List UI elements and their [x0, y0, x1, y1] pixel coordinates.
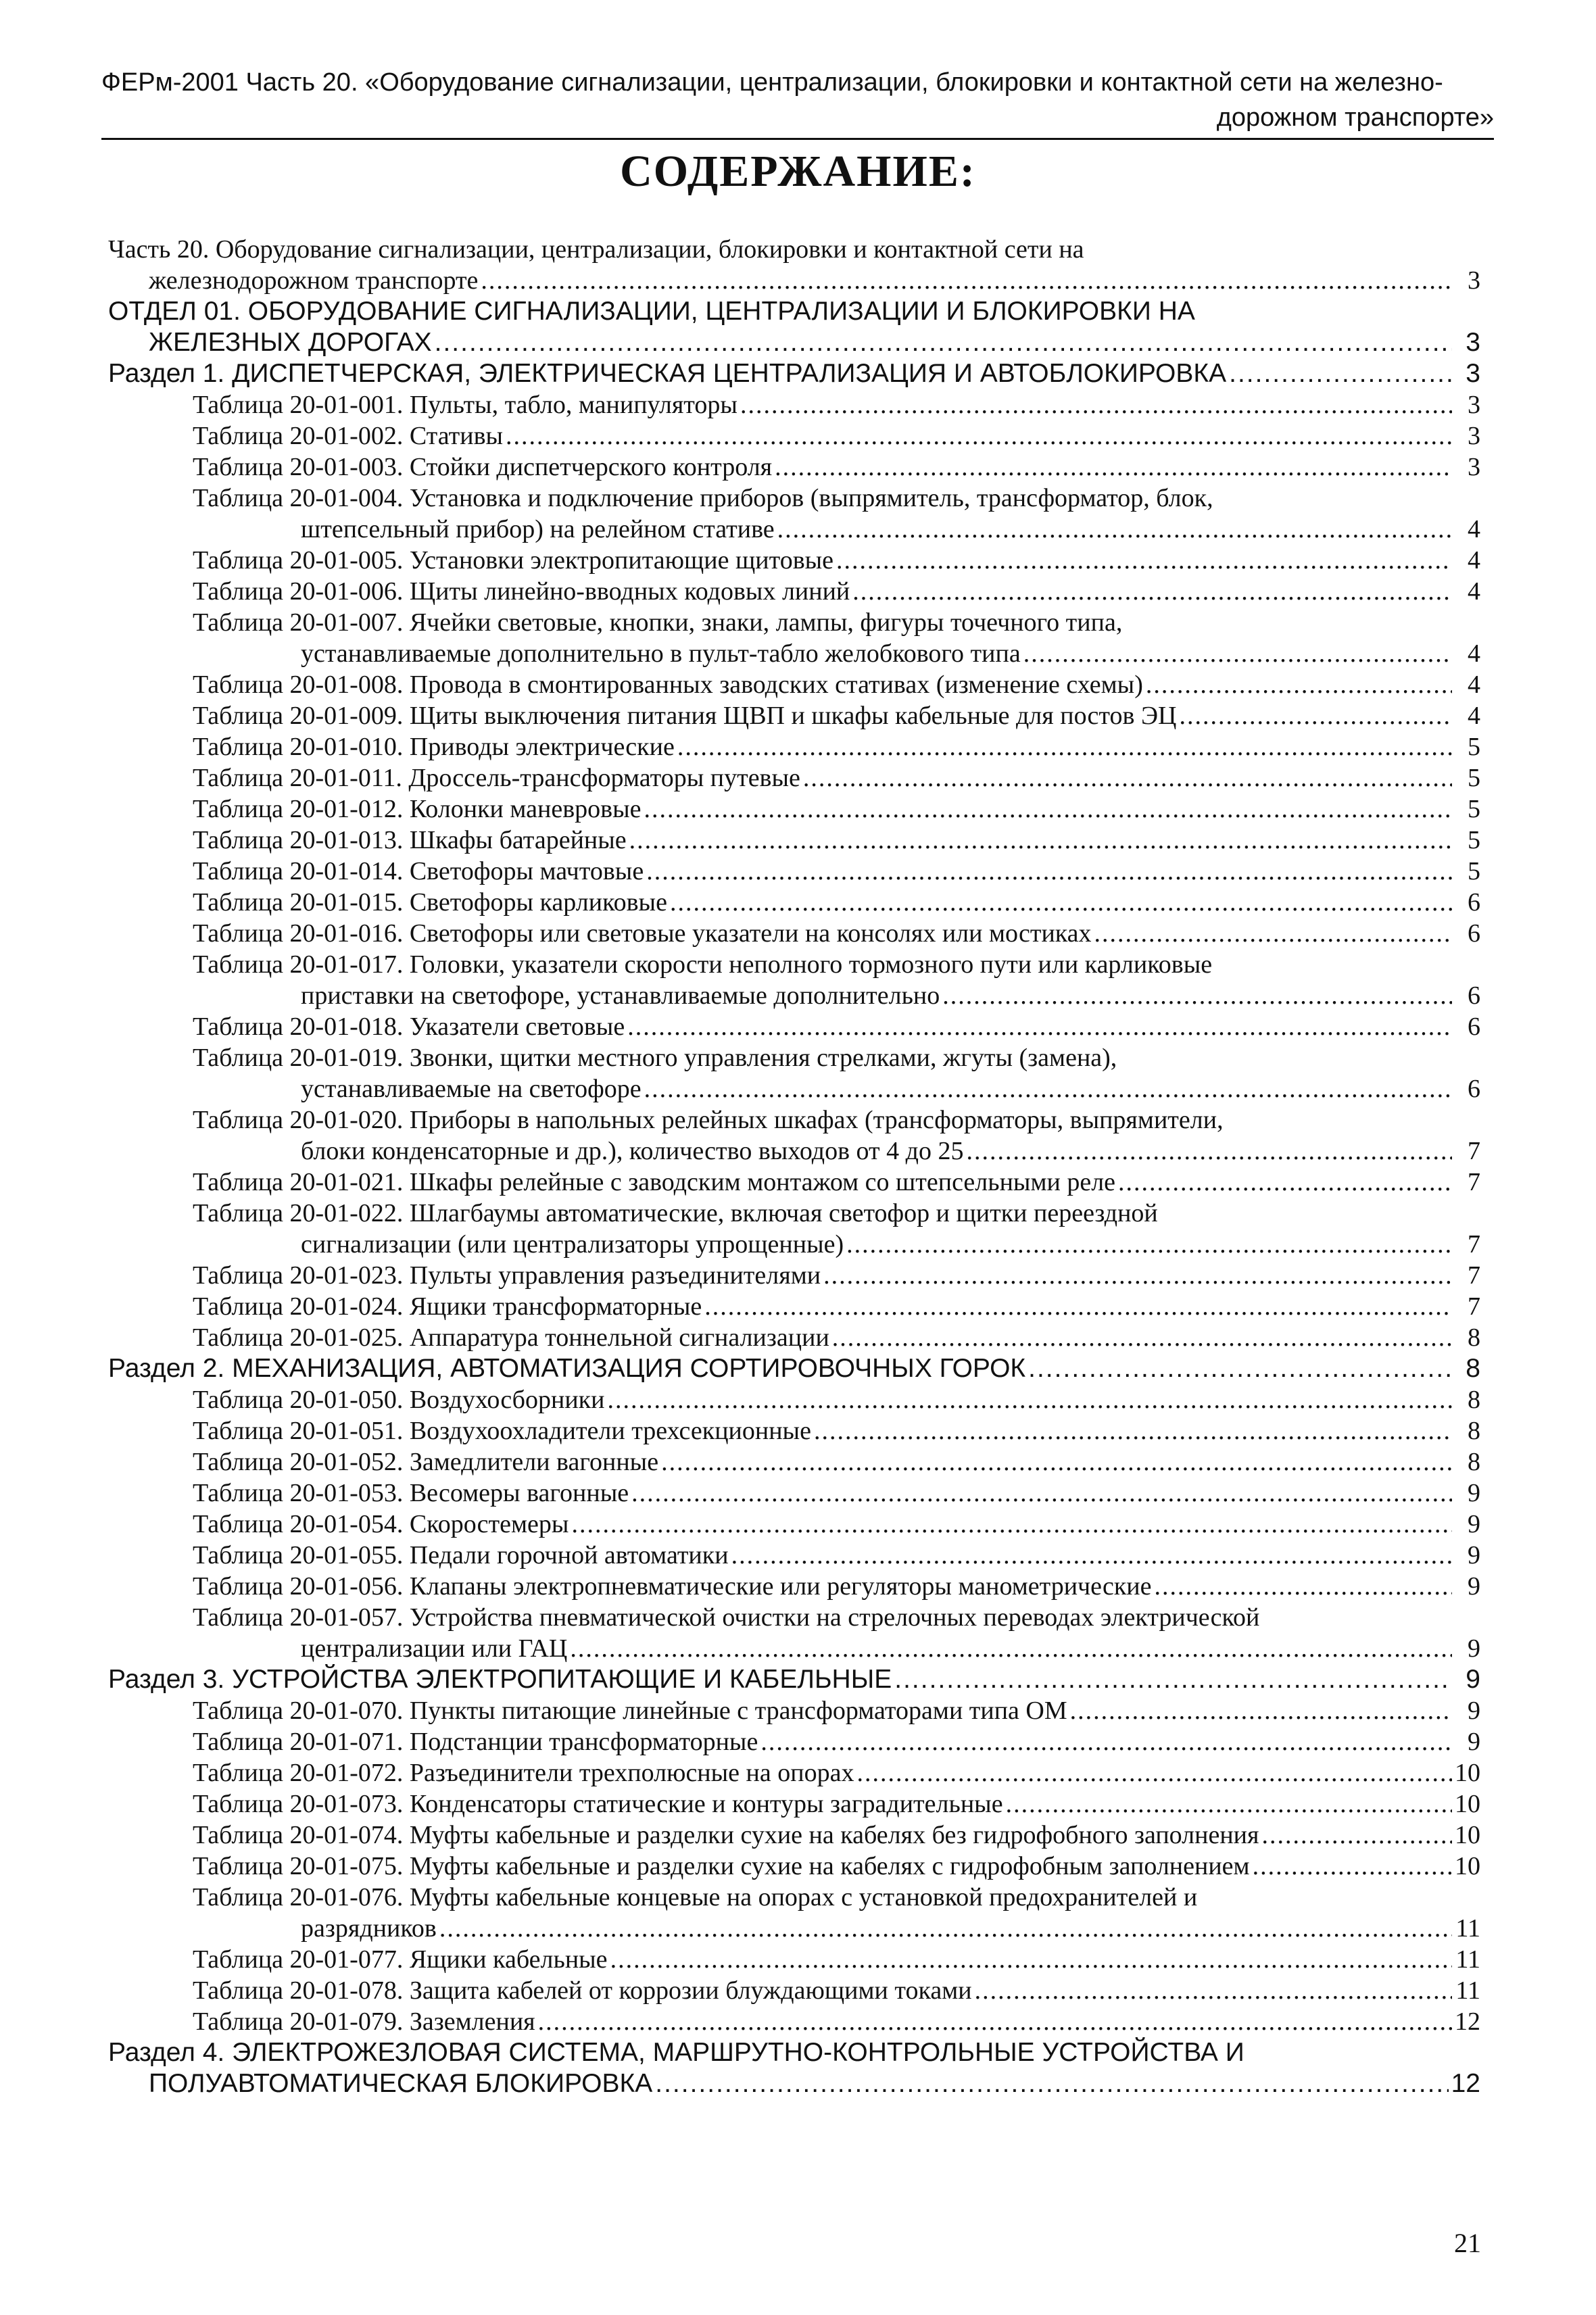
toc-entry-title: Таблица 20-01-009. Щиты выключения питания ЩВП и шкафы кабельные для постов ЭЦ [193, 702, 1177, 730]
toc-entry-leader-line [108, 1944, 1480, 1975]
toc-entry [108, 2037, 1480, 2099]
toc-entry-leader-line [108, 1260, 1480, 1291]
toc-entry-page: 6 [1468, 1013, 1480, 1041]
toc-entry-leader-line [108, 327, 1480, 358]
toc-entry [108, 2006, 1480, 2037]
toc-entry-leader-line [108, 1788, 1480, 1820]
dot-leader [832, 1322, 1452, 1353]
dot-leader [894, 1664, 1452, 1695]
toc-entry [108, 1726, 1480, 1757]
toc-entry [108, 918, 1480, 949]
toc-entry-title: Таблица 20-01-012. Колонки маневровые [193, 795, 642, 823]
toc-entry-leader-line [108, 576, 1480, 607]
toc-entry-page: 5 [1468, 733, 1480, 761]
toc-entry [108, 576, 1480, 607]
dot-leader [661, 1446, 1452, 1478]
toc-entry-title: Таблица 20-01-075. Муфты кабельные и разделки сухие на кабелях с гидрофобным заполнением [193, 1852, 1250, 1880]
toc-entry-page: 9 [1468, 1510, 1480, 1538]
toc-entry-page: 6 [1468, 1075, 1480, 1103]
toc-entry [108, 1167, 1480, 1198]
dot-leader [856, 1757, 1452, 1788]
dot-leader [1023, 638, 1452, 669]
toc-entry-title: Таблица 20-01-051. Воздухоохладители трехсекционные [193, 1417, 811, 1445]
toc-entry [108, 1478, 1480, 1509]
toc-entry-title: Таблица 20-01-072. Разъединители трехполюсные на опорах [193, 1759, 854, 1787]
toc-entry-leader-line [108, 1384, 1480, 1415]
toc-entry-page: 6 [1468, 888, 1480, 917]
toc-entry-leader-line [108, 1975, 1480, 2006]
dot-leader [846, 1229, 1452, 1260]
toc-entry-page: 10 [1455, 1759, 1480, 1787]
toc-entry-page: 5 [1468, 764, 1480, 792]
header-line-1: ФЕРм-2001 Часть 20. «Оборудование сигнализации, централизации, блокировки и контактной сети на железно- [101, 68, 1443, 97]
toc-entry-title: сигнализации (или централизаторы упрощенные) [301, 1230, 844, 1259]
dot-leader [627, 1011, 1452, 1042]
toc-entry-leader-line [108, 887, 1480, 918]
dot-leader [1070, 1695, 1452, 1726]
toc-entry-leader-line [108, 638, 1480, 669]
toc-entry-leader-line [108, 1757, 1480, 1788]
toc-entry [108, 949, 1480, 1011]
toc-entry [108, 1415, 1480, 1446]
toc-entry-leader-line [108, 1913, 1480, 1944]
toc-entry [108, 887, 1480, 918]
toc-entry [108, 1820, 1480, 1851]
toc-entry-page: 8 [1468, 1448, 1480, 1476]
toc-entry-leader-line [108, 2068, 1480, 2099]
toc-entry-title: Таблица 20-01-011. Дроссель-трансформаторы путевые [193, 764, 800, 792]
toc-entry-title-line: Таблица 20-01-057. Устройства пневматической очистки на стрелочных переводах электрической [193, 1603, 1260, 1632]
toc-entry-title: Таблица 20-01-018. Указатели световые [193, 1013, 625, 1041]
toc-entry-leader-line [108, 731, 1480, 762]
toc-entry-title: Таблица 20-01-054. Скоростемеры [193, 1510, 569, 1538]
toc-entry-page: 9 [1466, 1665, 1480, 1694]
toc-entry-page: 3 [1468, 422, 1480, 450]
dot-leader [607, 1384, 1452, 1415]
dot-leader [610, 1944, 1452, 1975]
toc-entry-leader-line [108, 1136, 1480, 1167]
toc-entry [108, 856, 1480, 887]
dot-leader [967, 1136, 1453, 1167]
toc-entry-page: 4 [1468, 671, 1480, 699]
toc-entry [108, 700, 1480, 731]
toc-entry-title: разрядников [301, 1914, 437, 1943]
toc-entry-title: Таблица 20-01-023. Пульты управления разъединителями [193, 1261, 821, 1290]
toc-entry-leader-line [108, 389, 1480, 420]
toc-entry-title: блоки конденсаторные и др.), количество выходов от 4 до 25 [301, 1137, 964, 1165]
toc-entry-leader-line [108, 1540, 1480, 1571]
toc-entry-title: устанавливаемые на светофоре [301, 1075, 642, 1103]
toc-entry-page: 4 [1468, 577, 1480, 606]
toc-entry [108, 483, 1480, 545]
dot-leader [836, 545, 1452, 576]
toc-entry [108, 389, 1480, 420]
dot-leader [942, 980, 1452, 1011]
toc-entry-title: Таблица 20-01-050. Воздухосборники [193, 1386, 605, 1414]
toc-entry-leader-line [108, 358, 1480, 389]
toc-entry-leader-line [108, 1291, 1480, 1322]
toc-entry-title: Раздел 1. ДИСПЕТЧЕРСКАЯ, ЭЛЕКТРИЧЕСКАЯ ЦЕНТРАЛИЗАЦИЯ И АВТОБЛОКИРОВКА [108, 359, 1227, 388]
toc-entry [108, 607, 1480, 669]
toc-entry-page: 3 [1466, 328, 1480, 357]
header-divider [101, 138, 1494, 140]
dot-leader [646, 856, 1452, 887]
toc-entry-title: Раздел 3. УСТРОЙСТВА ЭЛЕКТРОПИТАЮЩИЕ И КАБЕЛЬНЫЕ [108, 1665, 892, 1694]
toc-entry [108, 825, 1480, 856]
toc-entry-leader-line [108, 452, 1480, 483]
toc-entry [108, 794, 1480, 825]
dot-leader [670, 887, 1452, 918]
toc-entry [108, 1882, 1480, 1944]
toc-entry-page: 7 [1468, 1168, 1480, 1196]
dot-leader [1262, 1820, 1452, 1851]
toc-entry [108, 762, 1480, 794]
toc-entry-title: приставки на светофоре, устанавливаемые дополнительно [301, 981, 940, 1010]
toc-entry [108, 1446, 1480, 1478]
dot-leader [975, 1975, 1452, 2006]
toc-entry [108, 1975, 1480, 2006]
dot-leader [481, 265, 1452, 296]
toc-entry-title-line: Часть 20. Оборудование сигнализации, централизации, блокировки и контактной сети на [108, 235, 1084, 264]
toc-entry-leader-line [108, 1633, 1480, 1664]
toc-entry-leader-line [108, 794, 1480, 825]
toc-entry-page: 4 [1468, 546, 1480, 575]
toc-entry-page: 4 [1468, 702, 1480, 730]
toc-entry [108, 1571, 1480, 1602]
dot-leader [704, 1291, 1452, 1322]
toc-entry-page: 9 [1468, 1728, 1480, 1756]
dot-leader [1253, 1851, 1452, 1882]
dot-leader [1094, 918, 1452, 949]
toc-entry-title: штепсельный прибор) на релейном стативе [301, 515, 775, 543]
toc-entry-title-line: Раздел 4. ЭЛЕКТРОЖЕЗЛОВАЯ СИСТЕМА, МАРШРУТНО-КОНТРОЛЬНЫЕ УСТРОЙСТВА И [108, 2038, 1244, 2067]
toc-entry-title: Таблица 20-01-024. Ящики трансформаторные [193, 1292, 702, 1321]
toc-entry-page: 8 [1466, 1354, 1480, 1383]
dot-leader [803, 762, 1452, 794]
toc-entry-leader-line [108, 700, 1480, 731]
toc-entry-page: 12 [1455, 2007, 1480, 2036]
dot-leader [1155, 1571, 1453, 1602]
toc-entry-title: ЖЕЛЕЗНЫХ ДОРОГАХ [149, 328, 432, 357]
toc-entry [108, 1602, 1480, 1664]
toc-entry-page: 9 [1468, 1479, 1480, 1507]
dot-leader [439, 1913, 1452, 1944]
toc-entry-leader-line [108, 1415, 1480, 1446]
toc-entry-page: 10 [1455, 1790, 1480, 1818]
toc-entry-leader-line [108, 1695, 1480, 1726]
toc-entry [108, 1042, 1480, 1104]
dot-leader [760, 1726, 1452, 1757]
toc-entry [108, 731, 1480, 762]
dot-leader [1146, 669, 1452, 700]
toc-entry-title-line: Таблица 20-01-020. Приборы в напольных релейных шкафах (трансформаторы, выпрямители, [193, 1106, 1224, 1134]
dot-leader [570, 1633, 1452, 1664]
dot-leader [655, 2068, 1448, 2099]
toc-entry-leader-line [108, 1446, 1480, 1478]
toc-entry-title: централизации или ГАЦ [301, 1634, 568, 1663]
toc-entry [108, 1291, 1480, 1322]
toc-entry-page: 8 [1468, 1323, 1480, 1352]
toc-entry-title: Таблица 20-01-071. Подстанции трансформаторные [193, 1728, 758, 1756]
toc-entry-leader-line [108, 1509, 1480, 1540]
toc-entry-title: Таблица 20-01-025. Аппаратура тоннельной сигнализации [193, 1323, 829, 1352]
toc-entry [108, 1944, 1480, 1975]
page-header [101, 65, 1494, 135]
toc-entry-page: 3 [1466, 359, 1480, 388]
toc-entry-leader-line [108, 1011, 1480, 1042]
toc-entry [108, 420, 1480, 452]
dot-leader [644, 794, 1452, 825]
toc-entry-leader-line [108, 1167, 1480, 1198]
dot-leader [629, 825, 1452, 856]
toc-entry-title: Таблица 20-01-077. Ящики кабельные [193, 1945, 608, 1974]
toc-entry-title: Таблица 20-01-003. Стойки диспетчерского контроля [193, 453, 773, 481]
toc-entry-leader-line [108, 545, 1480, 576]
toc-entry-title: Таблица 20-01-002. Стативы [193, 422, 504, 450]
dot-leader [823, 1260, 1452, 1291]
toc-entry-title: Таблица 20-01-015. Светофоры карликовые [193, 888, 667, 917]
dot-leader [852, 576, 1452, 607]
dot-leader [538, 2006, 1452, 2037]
dot-leader [1229, 358, 1452, 389]
toc-entry-title-line: Таблица 20-01-019. Звонки, щитки местного управления стрелками, жгуты (замена), [193, 1044, 1117, 1072]
toc-entry-title: Таблица 20-01-014. Светофоры мачтовые [193, 857, 644, 885]
toc-entry-title-line: ОТДЕЛ 01. ОБОРУДОВАНИЕ СИГНАЛИЗАЦИИ, ЦЕНТРАЛИЗАЦИИ И БЛОКИРОВКИ НА [108, 297, 1195, 326]
toc-entry-title-line: Таблица 20-01-076. Муфты кабельные концевые на опорах с установкой предохранителей и [193, 1883, 1198, 1911]
toc-entry-page: 11 [1455, 1945, 1480, 1974]
toc-entry-leader-line [108, 265, 1480, 296]
dot-leader [740, 389, 1452, 420]
dot-leader [435, 327, 1452, 358]
toc-entry [108, 1757, 1480, 1788]
toc-entry-title-line: Таблица 20-01-004. Установка и подключение приборов (выпрямитель, трансформатор, блок, [193, 484, 1213, 512]
toc-entry-page: 7 [1468, 1137, 1480, 1165]
toc-entry [108, 545, 1480, 576]
toc-entry [108, 1104, 1480, 1167]
toc-entry-leader-line [108, 1229, 1480, 1260]
toc-entry-title: Таблица 20-01-001. Пульты, табло, манипуляторы [193, 391, 737, 419]
toc-entry-leader-line [108, 1726, 1480, 1757]
toc-entry-leader-line [108, 980, 1480, 1011]
toc-entry-title: Таблица 20-01-021. Шкафы релейные с заводским монтажом со штепсельными реле [193, 1168, 1116, 1196]
toc-entry-page: 5 [1468, 795, 1480, 823]
dot-leader [631, 1478, 1452, 1509]
dot-leader [571, 1509, 1452, 1540]
toc-entry-title: Таблица 20-01-056. Клапаны электропневматические или регуляторы манометрические [193, 1572, 1152, 1601]
toc-entry-page: 10 [1455, 1852, 1480, 1880]
toc-entry-title: Таблица 20-01-006. Щиты линейно-вводных кодовых линий [193, 577, 850, 606]
toc-entry-page: 9 [1468, 1572, 1480, 1601]
toc-entry-leader-line [108, 1322, 1480, 1353]
toc-entry-title: Таблица 20-01-073. Конденсаторы статические и контуры заградительные [193, 1790, 1003, 1818]
toc-entry [108, 1322, 1480, 1353]
header-line-2: дорожном транспорте» [1216, 103, 1494, 132]
toc-entry-page: 11 [1455, 1914, 1480, 1943]
toc-entry [108, 234, 1480, 296]
toc-entry [108, 1384, 1480, 1415]
toc-entry-title: Таблица 20-01-052. Замедлители вагонные [193, 1448, 659, 1476]
toc-entry-title: ПОЛУАВТОМАТИЧЕСКАЯ БЛОКИРОВКА [149, 2069, 653, 2098]
table-of-contents [108, 234, 1480, 2099]
toc-entry [108, 452, 1480, 483]
toc-entry-title: Таблица 20-01-013. Шкафы батарейные [193, 826, 627, 854]
toc-entry-leader-line [108, 669, 1480, 700]
toc-entry-title: Таблица 20-01-010. Приводы электрические [193, 733, 675, 761]
toc-entry [108, 1353, 1480, 1384]
toc-entry-title: Таблица 20-01-005. Установки электропитающие щитовые [193, 546, 834, 575]
toc-entry-leader-line [108, 1571, 1480, 1602]
toc-entry-page: 8 [1468, 1386, 1480, 1414]
toc-entry-leader-line [108, 514, 1480, 545]
dot-leader [506, 420, 1452, 452]
dot-leader [731, 1540, 1452, 1571]
toc-entry [108, 1260, 1480, 1291]
toc-entry [108, 1788, 1480, 1820]
toc-entry-page: 5 [1468, 826, 1480, 854]
toc-entry-page: 6 [1468, 919, 1480, 948]
toc-entry-page: 12 [1451, 2069, 1480, 2098]
toc-entry-leader-line [108, 1073, 1480, 1104]
dot-leader [1028, 1353, 1452, 1384]
toc-entry-page: 4 [1468, 515, 1480, 543]
toc-entry-leader-line [108, 1353, 1480, 1384]
toc-entry-title-line: Таблица 20-01-007. Ячейки световые, кнопки, знаки, лампы, фигуры точечного типа, [193, 608, 1123, 637]
page-title: СОДЕРЖАНИЕ: [620, 147, 976, 196]
toc-entry-page: 7 [1468, 1261, 1480, 1290]
toc-entry-page: 6 [1468, 981, 1480, 1010]
toc-entry [108, 1851, 1480, 1882]
toc-entry-page: 7 [1468, 1292, 1480, 1321]
toc-entry-title-line: Таблица 20-01-017. Головки, указатели скорости неполного тормозного пути или карликовые [193, 950, 1213, 979]
dot-leader [777, 514, 1452, 545]
toc-entry [108, 1509, 1480, 1540]
toc-entry-title: Таблица 20-01-053. Весомеры вагонные [193, 1479, 629, 1507]
dot-leader [1118, 1167, 1452, 1198]
dot-leader [677, 731, 1452, 762]
toc-entry-page: 4 [1468, 639, 1480, 668]
toc-entry [108, 1695, 1480, 1726]
toc-entry [108, 1198, 1480, 1260]
toc-entry-leader-line [108, 1820, 1480, 1851]
toc-entry-leader-line [108, 856, 1480, 887]
page-number: 21 [1454, 2228, 1481, 2258]
toc-entry-title: Таблица 20-01-078. Защита кабелей от коррозии блуждающими токами [193, 1976, 972, 2005]
toc-entry-title-line: Таблица 20-01-022. Шлагбаумы автоматические, включая светофор и щитки переездной [193, 1199, 1158, 1227]
toc-entry [108, 296, 1480, 358]
toc-entry-leader-line [108, 420, 1480, 452]
toc-entry-page: 9 [1468, 1541, 1480, 1569]
toc-entry-title: Таблица 20-01-016. Светофоры или световые указатели на консолях или мостиках [193, 919, 1092, 948]
toc-entry-title: Таблица 20-01-079. Заземления [193, 2007, 535, 2036]
toc-entry [108, 669, 1480, 700]
toc-entry-page: 3 [1468, 266, 1480, 295]
dot-leader [1006, 1788, 1452, 1820]
toc-entry-title: Таблица 20-01-070. Пункты питающие линейные с трансформаторами типа ОМ [193, 1697, 1067, 1725]
toc-entry-title: Таблица 20-01-055. Педали горочной автоматики [193, 1541, 729, 1569]
toc-entry-page: 3 [1468, 453, 1480, 481]
toc-entry-leader-line [108, 825, 1480, 856]
toc-entry-title: устанавливаемые дополнительно в пульт-табло желобкового типа [301, 639, 1021, 668]
toc-entry [108, 1011, 1480, 1042]
toc-entry-page: 5 [1468, 857, 1480, 885]
toc-entry-page: 10 [1455, 1821, 1480, 1849]
toc-entry [108, 1664, 1480, 1695]
toc-entry-leader-line [108, 918, 1480, 949]
toc-entry [108, 1540, 1480, 1571]
toc-entry [108, 358, 1480, 389]
toc-entry-leader-line [108, 2006, 1480, 2037]
dot-leader [775, 452, 1452, 483]
toc-entry-title: железнодорожном транспорте [149, 266, 479, 295]
toc-entry-page: 9 [1468, 1697, 1480, 1725]
toc-entry-page: 7 [1468, 1230, 1480, 1259]
toc-entry-title: Таблица 20-01-074. Муфты кабельные и разделки сухие на кабелях без гидрофобного заполнения [193, 1821, 1259, 1849]
toc-entry-leader-line [108, 1478, 1480, 1509]
toc-entry-page: 8 [1468, 1417, 1480, 1445]
toc-entry-page: 11 [1455, 1976, 1480, 2005]
toc-entry-leader-line [108, 1664, 1480, 1695]
dot-leader [1179, 700, 1452, 731]
toc-entry-title: Таблица 20-01-008. Провода в смонтированных заводских стативах (изменение схемы) [193, 671, 1143, 699]
dot-leader [814, 1415, 1452, 1446]
toc-entry-leader-line [108, 762, 1480, 794]
dot-leader [644, 1073, 1452, 1104]
toc-entry-title: Раздел 2. МЕХАНИЗАЦИЯ, АВТОМАТИЗАЦИЯ СОРТИРОВОЧНЫХ ГОРОК [108, 1354, 1026, 1383]
toc-entry-page: 9 [1468, 1634, 1480, 1663]
toc-entry-page: 3 [1468, 391, 1480, 419]
toc-entry-leader-line [108, 1851, 1480, 1882]
